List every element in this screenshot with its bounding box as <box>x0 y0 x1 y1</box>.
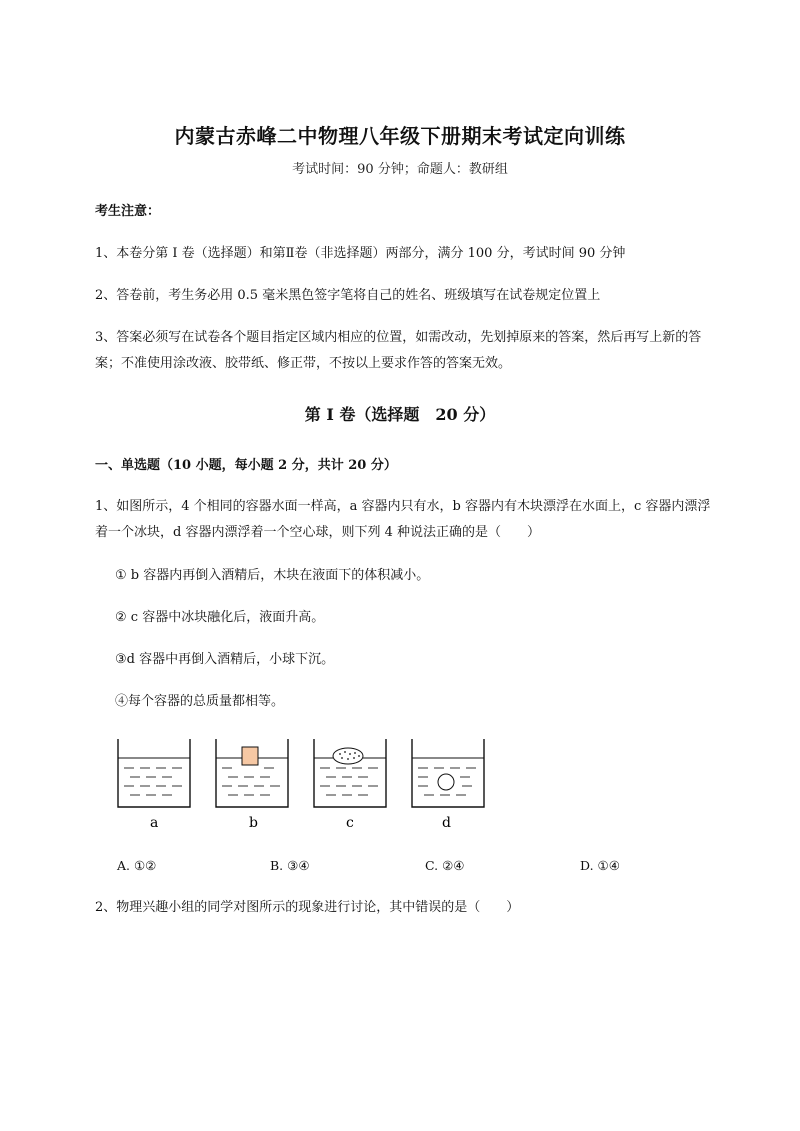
notice-item-3: 3、答案必须写在试卷各个题目指定区域内相应的位置，如需改动，先划掉原来的答案，然后再写上新的答案；不准使用涂改液、胶带纸、修正带，不按以上要求作答的答案无效。 <box>95 330 702 371</box>
option-b[interactable]: B. ③④ <box>270 858 310 873</box>
container-b <box>216 739 288 807</box>
option-a[interactable]: A. ①② <box>117 858 157 873</box>
figure-label-b: b <box>249 815 258 831</box>
statement-2: ② c 容器中冰块融化后，液面升高。 <box>115 610 325 625</box>
statement-4: ④每个容器的总质量都相等。 <box>115 694 285 709</box>
question-2-stem: 2、物理兴趣小组的同学对图所示的现象进行讨论，其中错误的是（ ） <box>95 900 520 915</box>
container-d <box>412 739 484 807</box>
page-title: 内蒙古赤峰二中物理八年级下册期末考试定向训练 <box>174 124 626 148</box>
wood-block <box>242 747 258 765</box>
exam-subtitle: 考试时间：90 分钟；命题人：教研组 <box>292 162 508 177</box>
notice-item-1: 1、本卷分第 I 卷（选择题）和第Ⅱ卷（非选择题）两部分，满分 100 分，考试时间 90 分钟 <box>95 246 626 261</box>
figure-label-d: d <box>442 815 451 831</box>
option-d[interactable]: D. ①④ <box>580 858 620 873</box>
container-c <box>314 739 386 807</box>
statement-3: ③d 容器中再倒入酒精后，小球下沉。 <box>115 652 335 667</box>
section-title: 第 I 卷（选择题 20 分） <box>304 405 496 424</box>
notice-item-2: 2、答卷前，考生务必用 0.5 毫米黑色签字笔将自己的姓名、班级填写在试卷规定位置上 <box>95 288 601 303</box>
statement-1: ① b 容器内再倒入酒精后，木块在液面下的体积减小。 <box>115 568 430 583</box>
figure-label-c: c <box>346 815 354 831</box>
hollow-ball <box>438 774 454 790</box>
containers-figure <box>110 735 500 835</box>
figure-label-a: a <box>150 815 159 831</box>
part-heading: 一、单选题（10 小题，每小题 2 分，共计 20 分） <box>95 458 397 473</box>
notice-heading: 考生注意： <box>95 204 161 219</box>
question-1-stem: 1、如图所示，4 个相同的容器水面一样高，a 容器内只有水，b 容器内有木块漂浮在水面上，c 容器内漂浮着一个冰块，d 容器内漂浮着一个空心球，则下列 4 种说法正确的是（ ） <box>95 499 711 540</box>
option-c[interactable]: C. ②④ <box>425 858 465 873</box>
container-a <box>118 739 190 807</box>
